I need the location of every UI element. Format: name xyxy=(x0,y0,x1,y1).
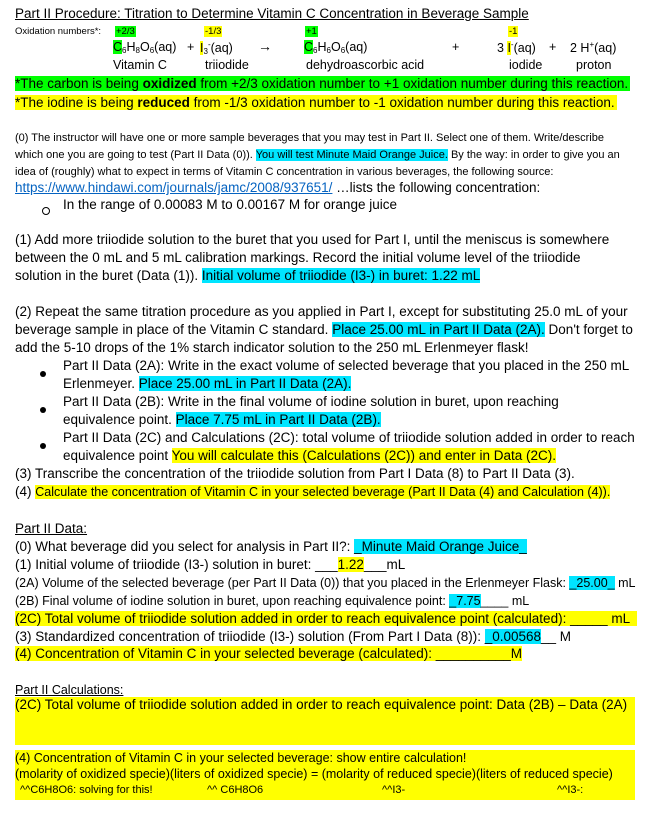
plus-sign: + xyxy=(187,40,195,54)
calc-4-line2: (molarity of oxidized specie)(liters of oxidized specie) = (molarity of reduced specie)(liters of reduced specie) xyxy=(15,767,613,781)
calc-2c-workspace xyxy=(15,715,635,745)
sub-bullet-icon xyxy=(42,202,50,220)
product-proton: 2 H+(aq) xyxy=(570,40,617,55)
step2-line3: add the 5-10 drops of the 1% starch indicator solution to the 250 mL Erlenmeyer flask! xyxy=(15,340,529,355)
step0-line1: (0) The instructor will have one or more sample beverages that you may test in Part II. Select one of them. Write/describe xyxy=(15,132,604,144)
step1-line2: between the 0 mL and 5 mL calibration markings. Record the initial volume level of the triiodide xyxy=(15,250,581,265)
bullet-2c-line1: Part II Data (2C) and Calculations (2C): total volume of triiodide solution added in order to reach xyxy=(63,430,635,445)
calc-4-annot-i3: ^^I3- xyxy=(382,784,406,796)
name-dehydroascorbic-acid: dehydroascorbic acid xyxy=(306,58,425,72)
step2-line2: beverage sample in place of the Vitamin C standard. Place 25.00 mL in Part II Data (2A). Don't forget to xyxy=(15,322,633,337)
reaction-arrow: → xyxy=(258,38,272,54)
name-vitamin-c: Vitamin C xyxy=(113,58,167,72)
oxidation-label: Oxidation numbers*: xyxy=(15,26,102,37)
data-2a: (2A) Volume of the selected beverage (per Part II Data (0)) that you placed in the Erlenmeyer Flask: _25.00_ mL xyxy=(15,576,636,590)
bullet-2b-line1: Part II Data (2B): Write in the final volume of iodine solution in buret, upon reaching xyxy=(63,394,559,409)
calc-2c: (2C) Total volume of triiodide solution added in order to reach equivalence point: Data (2B) – Data (2A) xyxy=(15,697,635,715)
reactant-vitamin-c: $C_6H_8O_6(aq)$ xyxy=(113,40,177,55)
beverage-volume-value: _25.00_ xyxy=(569,576,615,590)
note-reduced: *The iodine is being reduced from -1/3 oxidation number to -1 oxidation number during this reaction. xyxy=(15,95,615,110)
calc-4-annot-vitc: ^^C6H8O6: solving for this! xyxy=(20,784,153,796)
ox-number-iodine-product: -1 xyxy=(509,26,518,37)
calc-4-annot-i3-2: ^^I3-: xyxy=(557,784,584,796)
name-iodide: iodide xyxy=(509,58,543,72)
calc-heading: Part II Calculations: xyxy=(15,683,124,697)
step0-line2: which one you are going to test (Part II Data (0)). You will test Minute Maid Orange Juice. By the way: in order to give you an xyxy=(15,149,620,161)
bullet-2a-line2: Erlenmeyer. Place 25.00 mL in Part II Data (2A). xyxy=(63,376,352,391)
source-link[interactable]: https://www.hindawi.com/journals/jamc/2008/937651/ xyxy=(15,180,333,195)
product-dehydroascorbic-acid: $C_6H_6O_6(aq)$ xyxy=(304,40,368,55)
ox-number-carbon-product: +1 xyxy=(306,26,317,37)
bullet-icon xyxy=(40,364,46,382)
ox-number-iodine-reactant: -1/3 xyxy=(205,26,222,37)
step4: (4) Calculate the concentration of Vitamin C in your selected beverage (Part II Data (4) and Calculation (4)). xyxy=(15,484,611,499)
calc-4-annot-vitc2: ^^ C6H8O6 xyxy=(207,784,264,796)
plus-sign: + xyxy=(452,40,460,54)
product-iodide: 3 I-(aq) xyxy=(497,40,536,55)
name-triiodide: triiodide xyxy=(205,58,249,72)
step0-line3: idea of (roughly) what to expect in terms of Vitamin C concentration in various beverages, the following source: xyxy=(15,166,554,178)
ox-number-carbon-reactant: +2/3 xyxy=(116,26,135,37)
data-4: (4) Concentration of Vitamin C in your selected beverage (calculated): __________M xyxy=(15,646,523,661)
data-2c: (2C) Total volume of triiodide solution added in order to reach equivalence point (calculated): _____ mL xyxy=(15,611,637,626)
initial-volume-value: 1.22 xyxy=(337,557,364,572)
data-0: (0) What beverage did you select for analysis in Part II?: _Minute Maid Orange Juice_ xyxy=(15,539,527,554)
bullet-2a-line1: Part II Data (2A): Write in the exact volume of selected beverage that you placed in the 250 mL xyxy=(63,358,630,373)
data-3: (3) Standardized concentration of triiodide (I3-) solution (From Part I Data (8)): _0.00568__ M xyxy=(15,629,572,644)
triiodide-concentration-value: _0.00568 xyxy=(484,629,542,644)
step1-line1: (1) Add more triiodide solution to the buret that you used for Part I, until the meniscus is somewhere xyxy=(15,232,610,247)
step0-concentration-range: In the range of 0.00083 M to 0.00167 M for orange juice xyxy=(63,197,397,212)
calc-4-line1: (4) Concentration of Vitamin C in your selected beverage: show entire calculation! xyxy=(15,751,467,765)
data-heading: Part II Data: xyxy=(15,521,88,536)
page-title: Part II Procedure: Titration to Determine Vitamin C Concentration in Beverage Sample xyxy=(15,6,529,21)
bullet-icon xyxy=(40,436,46,454)
final-volume-value: _7.75 xyxy=(449,594,481,608)
step0-line4: https://www.hindawi.com/journals/jamc/2008/937651/ …lists the following concentration: xyxy=(15,180,541,195)
bullet-2c-line2: equivalence point You will calculate this (Calculations (2C)) and enter in Data (2C). xyxy=(63,448,557,463)
data-2b: (2B) Final volume of iodine solution in buret, upon reaching equivalence point: _7.75____ mL xyxy=(15,594,530,608)
plus-sign: + xyxy=(549,40,557,54)
reactant-triiodide: $I_3^-(aq)$ xyxy=(200,40,233,56)
data-1: (1) Initial volume of triiodide (I3-) solution in buret: ___1.22___mL xyxy=(15,557,406,572)
note-oxidized: *The carbon is being oxidized from +2/3 oxidation number to +1 oxidation number during this reaction. xyxy=(15,76,629,91)
step3: (3) Transcribe the concentration of the triiodide solution from Part I Data (8) to Part II Data (3). xyxy=(15,466,575,481)
step1-line3: solution in the buret (Data (1)). Initial volume of triiodide (I3-) in buret: 1.22 mL xyxy=(15,268,481,283)
step2-line1: (2) Repeat the same titration procedure as you applied in Part I, except for substituting 25.0 mL of your xyxy=(15,304,628,319)
bullet-2b-line2: equivalence point. Place 7.75 mL in Part II Data (2B). xyxy=(63,412,381,427)
beverage-value: _Minute Maid Orange Juice_ xyxy=(354,539,527,554)
bullet-icon xyxy=(40,400,46,418)
name-proton: proton xyxy=(576,58,612,72)
